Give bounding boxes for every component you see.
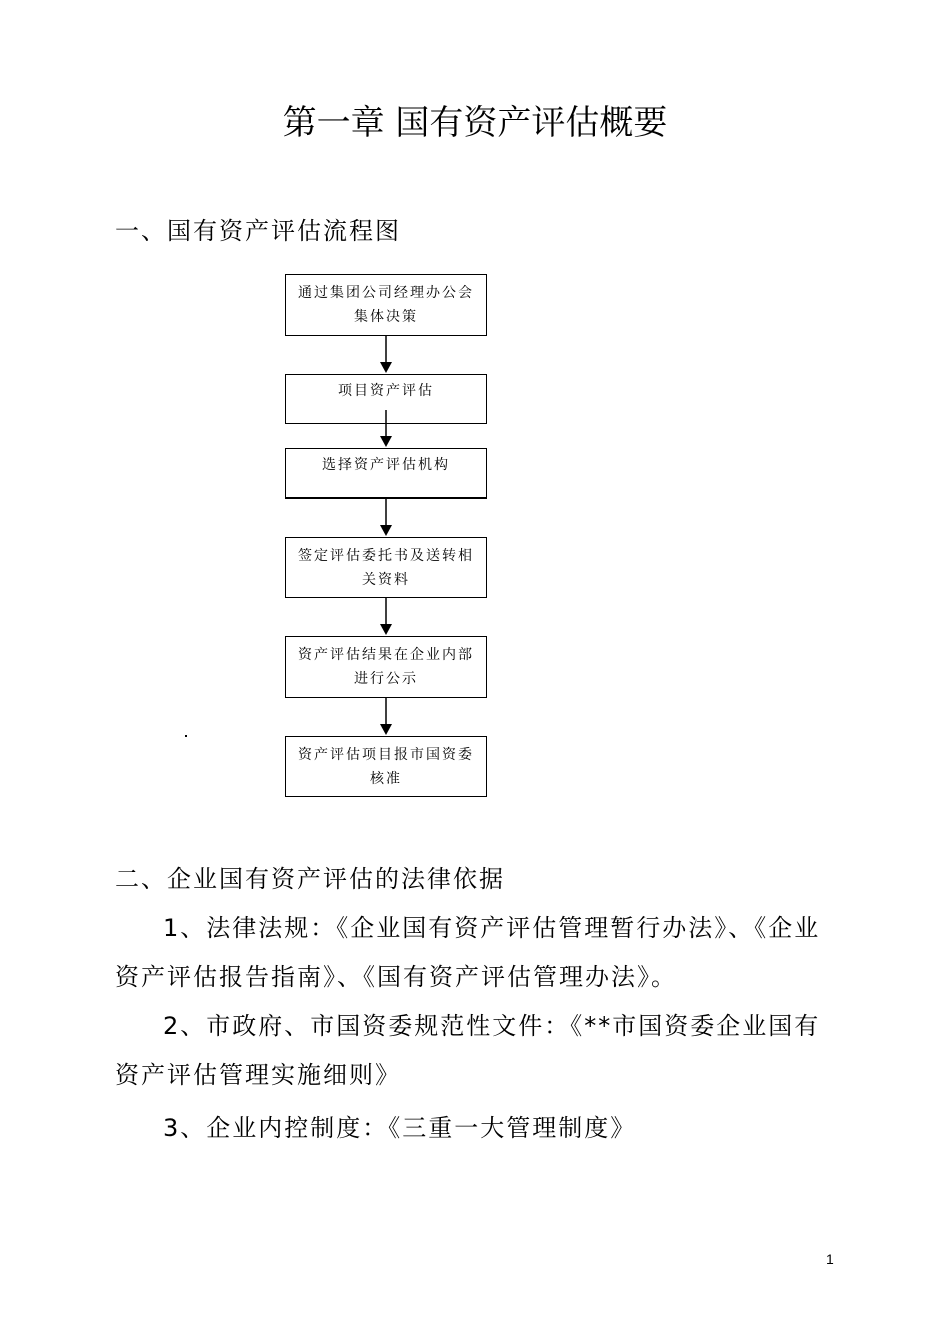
- legal-basis-item-laws: 1、法律法规：《企业国有资产评估管理暂行办法》、《企业资产评估报告指南》、《国有资产评估管理办法》。: [115, 914, 821, 991]
- legal-basis-item-internal-controls: 3、企业内控制度：《三重一大管理制度》: [163, 1114, 637, 1142]
- flow-step-sasac-approval: 资产评估项目报市国资委核准: [285, 736, 487, 797]
- flow-step-select-agency: 选择资产评估机构: [285, 448, 487, 499]
- flow-arrow-icon: [376, 698, 396, 736]
- flow-arrow-icon: [376, 410, 396, 448]
- flow-arrow-icon: [376, 336, 396, 374]
- section-heading-flowchart: 一、国有资产评估流程图: [115, 217, 401, 245]
- chapter-title: 第一章 国有资产评估概要: [282, 103, 668, 143]
- flow-step-project-valuation: 项目资产评估: [285, 374, 487, 424]
- page-number: 1: [826, 1251, 834, 1267]
- flow-step-internal-publicity: 资产评估结果在企业内部进行公示: [285, 636, 487, 698]
- flow-step-sign-entrustment: 签定评估委托书及送转相关资料: [285, 537, 487, 598]
- legal-basis-item-government-docs: 2、市政府、市国资委规范性文件：《**市国资委企业国有资产评估管理实施细则》: [115, 1012, 821, 1089]
- flow-arrow-icon: [376, 598, 396, 636]
- stray-dot: [185, 735, 187, 737]
- flow-step-decision: 通过集团公司经理办公会集体决策: [285, 274, 487, 336]
- flow-arrow-icon: [376, 499, 396, 537]
- section-heading-legal-basis: 二、企业国有资产评估的法律依据: [115, 865, 505, 893]
